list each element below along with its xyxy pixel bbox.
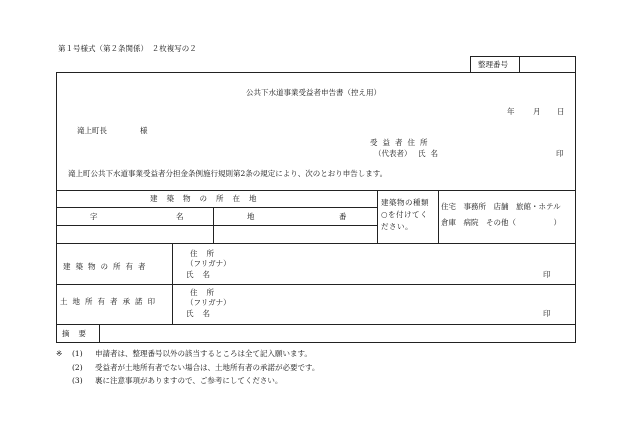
landowner-seal: 印	[543, 309, 551, 318]
owner-seal: 印	[543, 270, 551, 279]
landowner-name-label: 氏名	[186, 309, 219, 318]
statement-text: 滝上町公共下水道事業受益者分担金条例施行規則第2条の規定により、次のとおり申告します。	[68, 169, 388, 178]
recipient-honorific: 様	[140, 126, 148, 135]
declarant-address-label: 受益者住所	[370, 138, 433, 147]
owner-furigana-label: （フリガナ）	[186, 259, 231, 268]
notes-mark: ※	[56, 349, 63, 358]
column-name: 名	[176, 212, 184, 221]
note-number: (2)	[72, 363, 83, 372]
note-text: 裏に注意事項がありますので、ご参考にしてください。	[95, 376, 283, 385]
building-owner-label: 建築物の所有者	[63, 262, 151, 271]
landowner-address-label: 住所	[190, 288, 223, 297]
landowner-consent-label: 土地所有者承諾印	[60, 297, 160, 306]
column-ban: 番	[339, 212, 347, 221]
column-chi: 地	[247, 212, 255, 221]
remarks-label: 摘要	[62, 329, 95, 338]
declarant-name-label: 氏名	[418, 149, 443, 158]
column-aza: 字	[90, 212, 98, 221]
note-number: (3)	[72, 376, 83, 385]
note-text: 受益者が土地所有者でない場合は、土地所有者の承諾が必要です。	[95, 363, 320, 372]
form-title: 公共下水道事業受益者申告書（控え用）	[246, 88, 381, 97]
declarant-seal: 印	[556, 149, 564, 158]
building-type-options-2[interactable]: 倉庫 病院 その他（ ）	[441, 218, 561, 227]
date-month[interactable]: 月	[533, 107, 541, 116]
recipient-name: 滝上町長	[77, 126, 107, 135]
note-number: (1)	[72, 349, 83, 358]
date-day[interactable]: 日	[557, 107, 565, 116]
building-type-options-1[interactable]: 住宅 事務所 店舗 旅館・ホテル	[441, 202, 561, 211]
date-year[interactable]: 年	[507, 107, 515, 116]
declarant-rep-label: （代表者）	[374, 149, 412, 158]
form-number: 第１号様式（第２条関係） ２枚複写の２	[58, 44, 197, 53]
owner-name-label: 氏名	[186, 270, 219, 279]
landowner-furigana-label: （フリガナ）	[186, 298, 231, 307]
building-location-header: 建築物の所在地	[150, 194, 266, 203]
owner-address-label: 住所	[190, 249, 223, 258]
note-text: 申請者は、整理番号以外の該当するところは全て記入願います。	[95, 349, 312, 358]
reference-number-label: 整理番号	[478, 60, 508, 69]
building-type-label: 建築物の種類○を付けてください。	[381, 198, 429, 231]
